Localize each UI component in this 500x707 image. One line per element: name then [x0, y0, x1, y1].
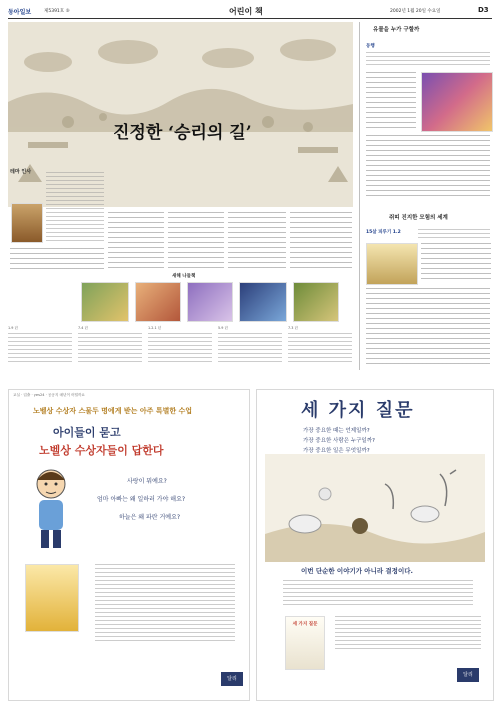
strip-book-cover-1 — [81, 282, 129, 322]
ad-left-question-1: 사랑이 뭐예요? — [127, 478, 167, 485]
sidebar-divider — [359, 22, 360, 370]
sidebar-top-text-left — [366, 72, 416, 132]
ad-right-subtitle: 이번 단순한 이야기가 아니라 결정이다. — [301, 567, 413, 575]
sidebar-top-intro — [366, 52, 490, 68]
strip-caption-2: 7.4 년 — [78, 326, 88, 330]
strip-book-cover-5 — [293, 282, 339, 322]
ad-right-title: 세 가지 질문 — [301, 400, 415, 421]
ad-left[interactable] — [8, 389, 250, 701]
strip-captions — [8, 326, 353, 370]
ad-right-body-text — [283, 580, 473, 606]
section-title: 어린이 책 — [229, 7, 263, 16]
ad-left-body-text — [95, 564, 235, 642]
ad-left-book-cover — [25, 564, 79, 632]
ad-right[interactable] — [256, 389, 494, 701]
feature-column-0 — [10, 248, 104, 270]
edition-number: 제5391호 ⑤ — [44, 9, 70, 14]
ad-left-line2: 노벨상 수상자들이 답한다 — [39, 444, 164, 457]
sidebar-bottom-text-body — [366, 288, 490, 366]
sidebar-top-subheading: 동행 — [366, 44, 375, 49]
strip-caption-1: 1.9 년 — [8, 326, 18, 330]
ad-left-question-2: 엄마 아빠는 왜 일하러 가야 해요? — [97, 496, 186, 503]
ad-left-line1: 아이들이 묻고 — [53, 426, 121, 439]
feature-byline: 테마 인사 — [10, 169, 32, 175]
ad-right-book-cover — [285, 616, 325, 670]
sidebar-top-heading: 유물을 누가 구할까 — [373, 27, 420, 33]
ad-left-question-3: 하늘은 왜 파란 거예요? — [119, 514, 181, 521]
feature-column-1 — [46, 172, 104, 244]
strip-book-cover-4 — [239, 282, 287, 322]
ad-right-question-2: 가장 중요한 사람은 누구일까? — [303, 438, 375, 444]
paper-name: 동아일보 — [8, 9, 32, 16]
feature-column-4 — [228, 212, 286, 270]
animals-illustration — [265, 454, 485, 562]
feature-headline: 진정한 ‘승리의 길’ — [113, 123, 252, 143]
masthead — [8, 6, 492, 19]
feature-column-3 — [168, 212, 224, 270]
ad-right-book-title: 세 가지 질문 — [292, 622, 318, 627]
feature-column-5 — [290, 212, 352, 270]
sidebar-bottom-intro — [418, 229, 490, 239]
ad-right-logo: 달리 — [457, 668, 479, 682]
ad-left-tag: 교실 · 업출 · yes24 · 공공지 매년이 어떨까요 — [13, 393, 85, 397]
sidebar-bottom-heading: 쥐띠 진지한 모험의 세계 — [389, 215, 448, 221]
strip-book-cover-2 — [135, 282, 181, 322]
ad-left-headline: 노벨상 수상자 스물두 명에게 받는 아주 특별한 수업 — [33, 407, 193, 415]
sidebar-top-text-body — [366, 135, 490, 197]
ad-right-question-3: 가장 중요한 일은 무엇일까? — [303, 448, 370, 454]
sidebar-bottom-subheading: 15살 피루기 1.2 — [366, 230, 401, 235]
ad-right-detail-text — [335, 616, 481, 652]
sidebar-top-image — [421, 72, 493, 132]
sidebar-bottom-book-cover — [366, 243, 418, 285]
feature-column-2 — [108, 212, 164, 270]
ad-right-question-1: 가장 중요한 때는 언제일까? — [303, 428, 370, 434]
strip-caption-4: 5.9 년 — [218, 326, 228, 330]
cartoon-child-illustration — [21, 462, 81, 552]
strip-label: 새해 나들책 — [172, 274, 196, 279]
strip-caption-5: 7.3 년 — [288, 326, 298, 330]
sidebar-bottom-text-right — [421, 243, 491, 283]
strip-caption-3: 1.2.1 년 — [148, 326, 161, 330]
ad-left-logo: 달리 — [221, 672, 243, 686]
issue-date: 2002년 1월 20일 수요일 — [390, 9, 441, 14]
strip-book-cover-3 — [187, 282, 233, 322]
page-number: D3 — [478, 6, 489, 14]
feature-book-cover — [11, 203, 43, 243]
